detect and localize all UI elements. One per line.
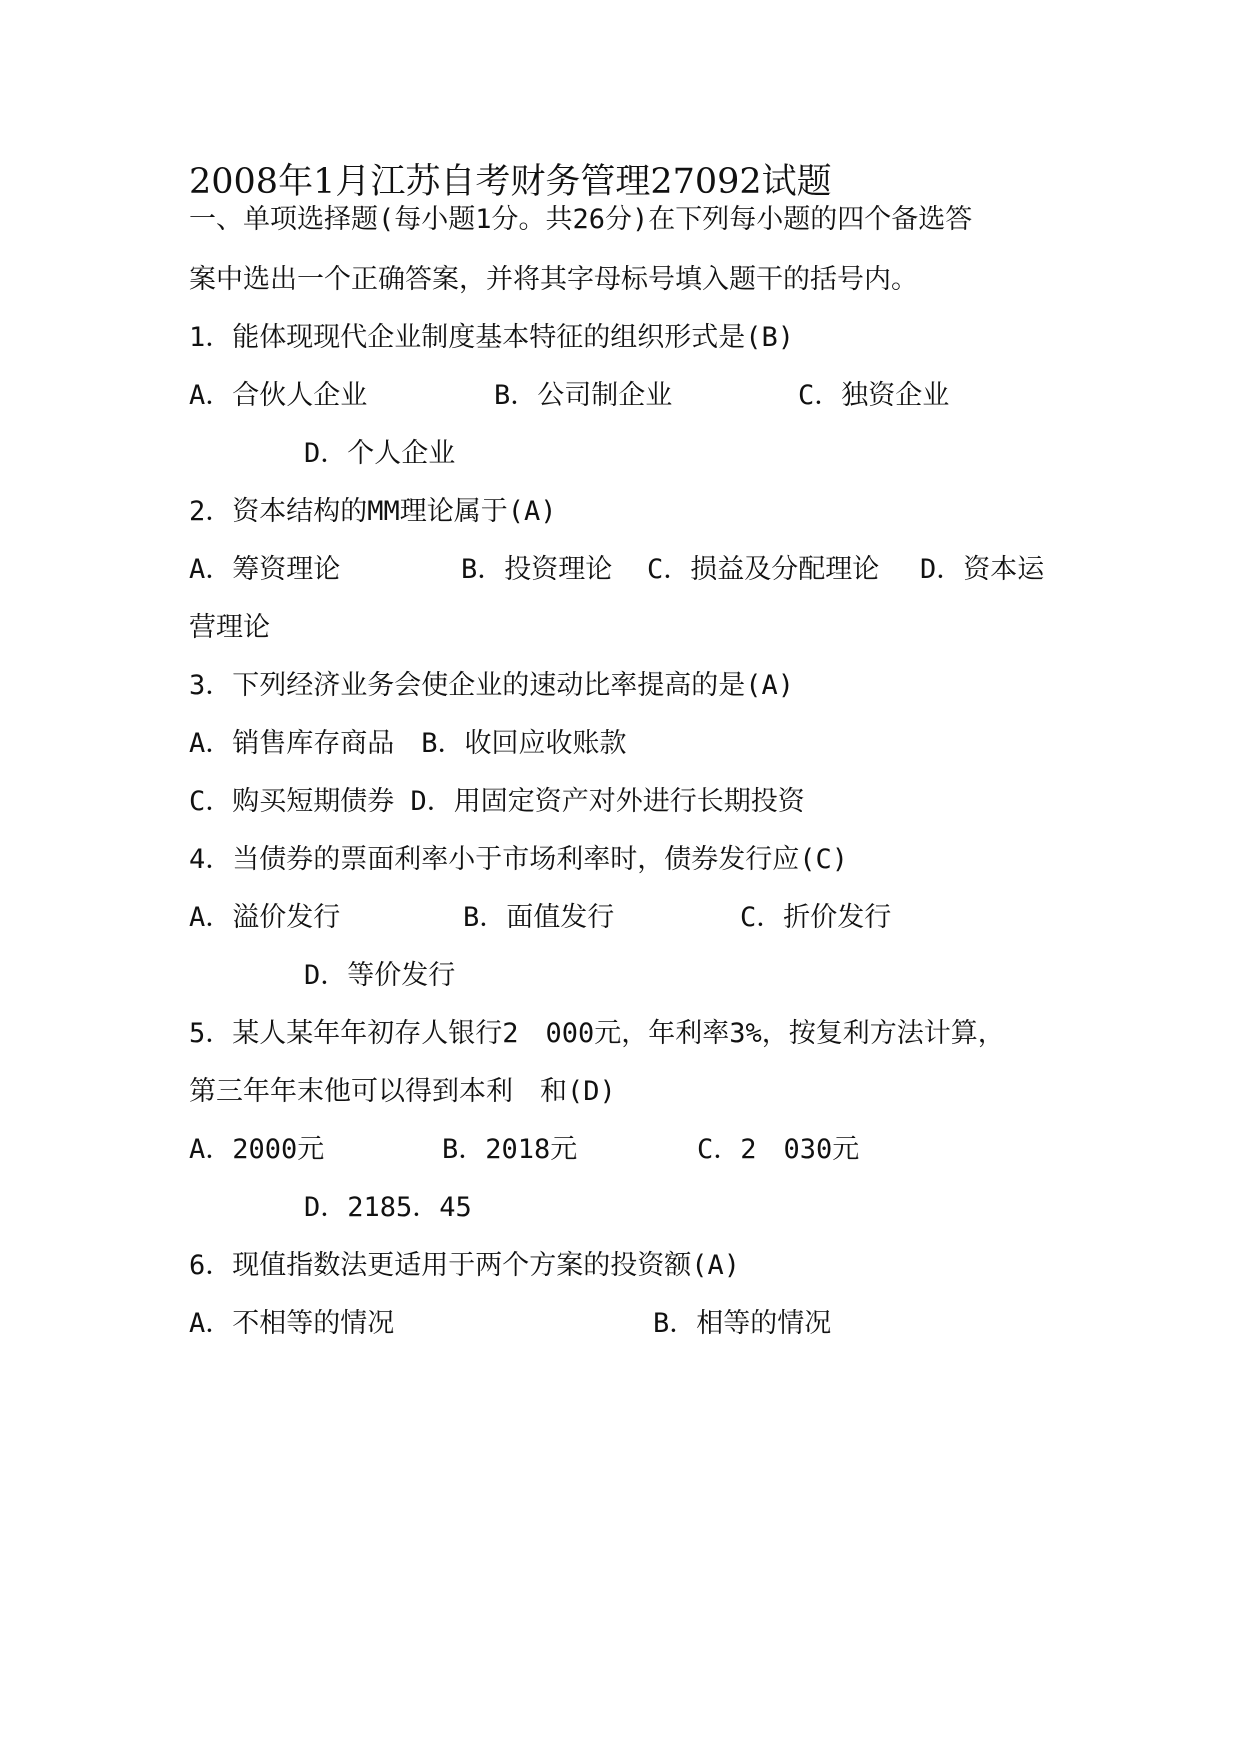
question-1-option-a: A．合伙人企业 [189, 380, 368, 411]
question-5-option-a: A．2000元 [189, 1134, 325, 1165]
question-1-option-d: D．个人企业 [304, 438, 456, 469]
question-2-option-b: B．投资理论 [461, 554, 613, 585]
question-6-stem: 6．现值指数法更适用于两个方案的投资额(A) [189, 1250, 741, 1281]
question-3-options-cd: C．购买短期债券 D．用固定资产对外进行长期投资 [189, 786, 805, 817]
question-3-stem: 3．下列经济业务会使企业的速动比率提高的是(A) [189, 670, 795, 701]
question-1-option-b: B．公司制企业 [494, 380, 673, 411]
question-2-option-a: A．筹资理论 [189, 554, 341, 585]
question-2-stem: 2．资本结构的MM理论属于(A) [189, 496, 557, 527]
exam-title: 2008年1月江苏自考财务管理27092试题 [189, 162, 832, 202]
question-5-option-d: D．2185．45 [304, 1192, 472, 1223]
question-2-option-d: D．资本运 [920, 554, 1045, 585]
question-4-stem: 4．当债券的票面利率小于市场利率时，债券发行应(C) [189, 844, 849, 875]
question-2-option-d-continued: 营理论 [189, 612, 270, 643]
question-4-option-a: A．溢价发行 [189, 902, 341, 933]
section-intro-line-2: 案中选出一个正确答案，并将其字母标号填入题干的括号内。 [189, 264, 918, 295]
question-1-stem: 1．能体现现代企业制度基本特征的组织形式是(B) [189, 322, 795, 353]
question-6-option-a: A．不相等的情况 [189, 1308, 395, 1339]
question-5-option-b: B．2018元 [442, 1134, 578, 1165]
question-5-stem-continued: 第三年年末他可以得到本利 和(D) [189, 1076, 616, 1107]
question-3-options-ab: A．销售库存商品 B．收回应收账款 [189, 728, 627, 759]
question-4-option-d: D．等价发行 [304, 960, 456, 991]
question-6-option-b: B．相等的情况 [653, 1308, 832, 1339]
section-intro-line-1: 一、单项选择题(每小题1分。共26分)在下列每小题的四个备选答 [189, 204, 973, 235]
question-5-option-c: C．2 030元 [697, 1134, 860, 1165]
question-5-stem: 5．某人某年年初存人银行2 000元，年利率3%，按复利方法计算， [189, 1018, 1005, 1049]
question-1-option-c: C．独资企业 [798, 380, 950, 411]
question-4-option-c: C．折价发行 [740, 902, 892, 933]
question-2-option-c: C．损益及分配理论 [647, 554, 880, 585]
question-4-option-b: B．面值发行 [463, 902, 615, 933]
